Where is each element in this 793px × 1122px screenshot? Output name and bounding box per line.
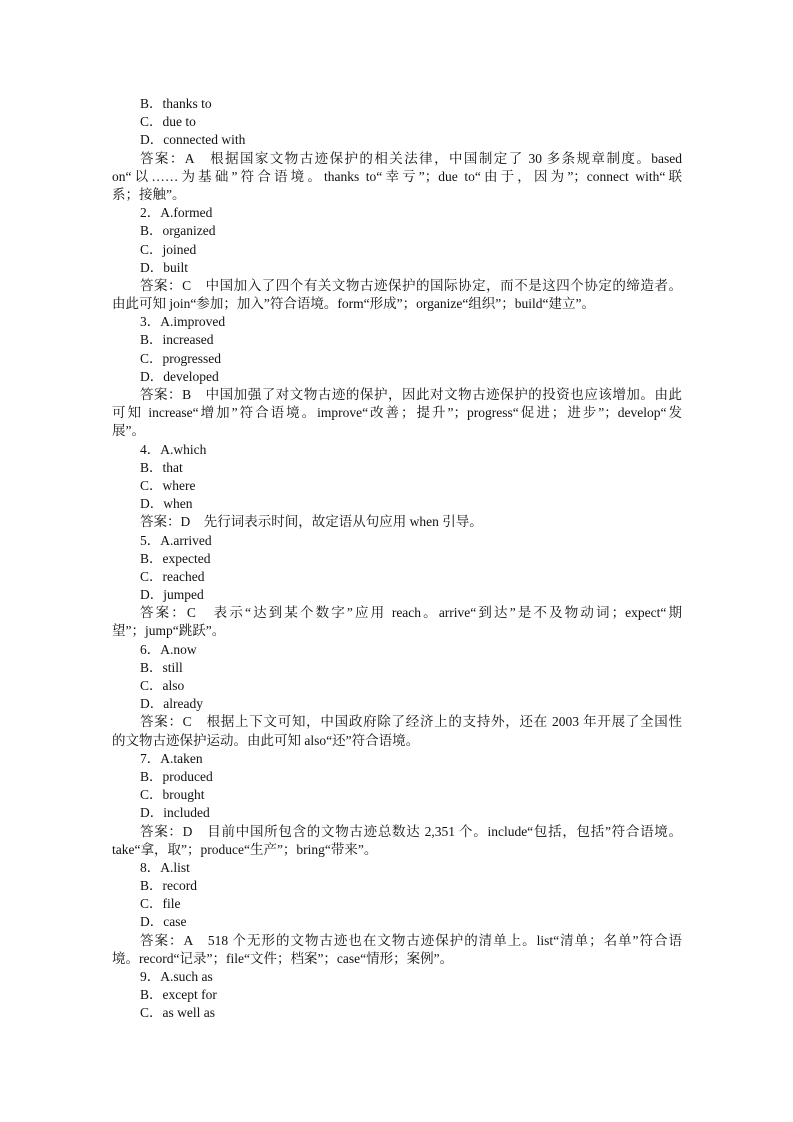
answer-line: 答案：A 根据国家文物古迹保护的相关法律，中国制定了 30 多条规章制度。based [140,150,682,166]
option-line: 2．A.formed [140,205,213,221]
option-line: D．case [140,914,187,930]
option-line: B．increased [140,332,214,348]
answer-line: 答案：C 中国加入了四个有关文物古迹保护的国际协定，而不是这四个协定的缔造者。 [140,277,682,293]
option-line: D．developed [140,368,219,384]
answer-continuation-line: 系；接触”。 [112,186,186,202]
option-line: 8．A.list [140,859,190,875]
answer-line: 答案：B 中国加强了对文物古迹的保护，因此对文物古迹保护的投资也应该增加。由此 [140,387,682,402]
answer-continuation-line: 望”；jump“跳跃”。 [112,623,226,639]
option-line: D．included [140,805,210,821]
option-line: C．reached [140,568,205,584]
option-line: B．except for [140,987,217,1003]
option-line: 9．A.such as [140,969,213,984]
option-line: D．jumped [140,587,204,603]
option-line: D．already [140,696,203,712]
option-line: C．also [140,678,185,693]
answer-continuation-line: 的文物古迹保护运动。由此可知 also“还”符合语境。 [112,732,420,748]
option-line: C．joined [140,241,197,257]
answer-line: 答案：C 表示“达到某个数字”应用 reach。arrive“到达”是不及物动词；expect“期 [140,605,682,621]
answer-continuation-line: 展”。 [112,423,145,439]
answer-line: 答案：A 518 个无形的文物古迹也在文物古迹保护的清单上。list“清单；名单”符合语 [140,932,682,948]
option-line: B．that [140,459,183,475]
option-line: C．brought [140,787,205,803]
option-line: C．due to [140,114,196,130]
answer-line: 答案：D 目前中国所包含的文物古迹总数达 2,351 个。include“包括，包括”符合语境。 [140,823,682,839]
answer-line: 答案：C 根据上下文可知，中国政府除了经济上的支持外，还在 2003 年开展了全国性 [140,714,682,730]
answer-continuation-line: take“拿，取”；produce“生产”；bring“带来”。 [112,841,378,857]
option-line: B．record [140,878,197,894]
answer-continuation-line: 境。record“记录”；file“文件；档案”；case“情形；案例”。 [112,950,454,966]
option-line: C．file [140,896,181,912]
option-line: 3．A.improved [140,314,226,330]
option-line: B．still [140,659,183,675]
answer-continuation-line: on“以……为基础”符合语境。thanks to“幸亏”；due to“由于，因为”；connect with“联 [112,168,682,184]
option-line: 7．A.taken [140,750,203,766]
option-line: B．produced [140,768,213,784]
option-line: 5．A.arrived [140,532,212,548]
option-line: C．where [140,477,196,493]
option-line: C．progressed [140,350,221,366]
document-body [112,95,682,1023]
option-line: 6．A.now [140,641,197,657]
option-line: B．organized [140,223,216,239]
option-line: D．built [140,259,189,275]
answer-line: 答案：D 先行词表示时间，故定语从句应用 when 引导。 [140,514,483,530]
option-line: C．as well as [140,1005,215,1021]
option-line: B．expected [140,550,211,566]
option-line: D．when [140,496,193,512]
option-line: B．thanks to [140,96,212,111]
option-line: 4．A.which [140,441,207,457]
option-line: D．connected with [140,132,246,148]
answer-continuation-line: 由此可知 join“参加；加入”符合语境。form“形成”；organize“组织”；build“建立”。 [112,296,596,312]
answer-continuation-line: 可知 increase“增加”符合语境。improve“改善；提升”；progress“促进；进步”；develop“发 [112,405,682,421]
